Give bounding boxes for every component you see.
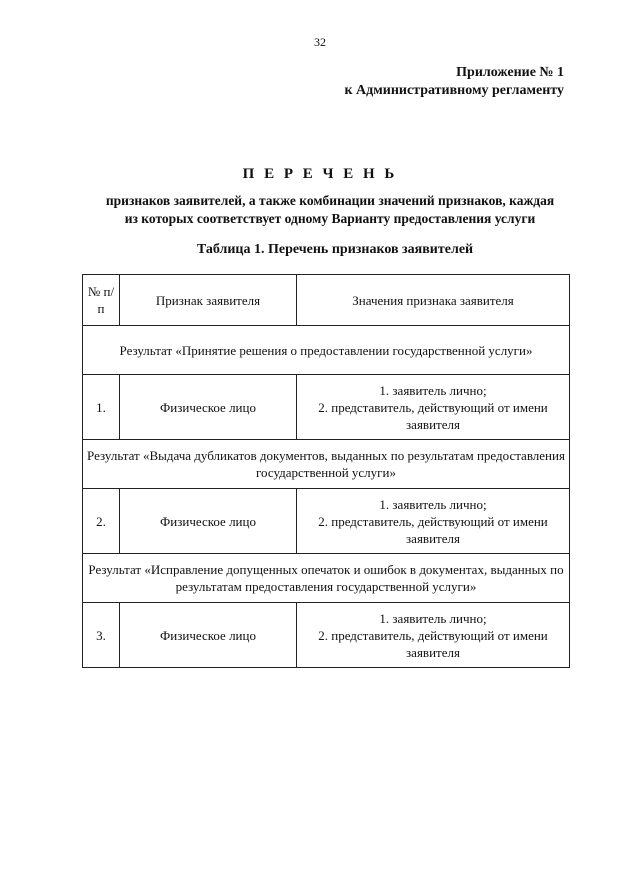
value-line-1: 1. заявитель лично; bbox=[379, 382, 487, 398]
applicant-attributes-table bbox=[82, 274, 570, 668]
appendix-header bbox=[344, 64, 564, 100]
section-title: Результат «Исправление допущенных опечаток и ошибок в документах, выданных по результатам предоставления государственной услуги» bbox=[83, 554, 570, 603]
subtitle-line-1: признаков заявителей, а также комбинации значений признаков, каждая bbox=[105, 193, 555, 208]
row-number: 3. bbox=[83, 603, 120, 668]
page-number: 32 bbox=[314, 35, 326, 49]
row-values bbox=[297, 489, 570, 554]
document-subtitle bbox=[60, 192, 600, 228]
value-line-2: 2. представитель, действующий от имени заявителя bbox=[318, 513, 548, 546]
appendix-line-2: к Административному регламенту bbox=[344, 83, 564, 98]
header-values: Значения признака заявителя bbox=[297, 275, 570, 326]
row-number: 2. bbox=[83, 489, 120, 554]
appendix-line-1: Приложение № 1 bbox=[456, 65, 564, 80]
section-title: Результат «Выдача дубликатов документов, выданных по результатам предоставления государственной услуги» bbox=[83, 440, 570, 489]
header-attribute: Признак заявителя bbox=[120, 275, 297, 326]
row-values bbox=[297, 603, 570, 668]
row-values bbox=[297, 375, 570, 440]
header-number: № п/п bbox=[83, 275, 120, 326]
value-line-1: 1. заявитель лично; bbox=[379, 610, 487, 626]
document-title: П Е Р Е Ч Е Н Ь bbox=[242, 166, 398, 182]
section-title: Результат «Принятие решения о предоставлении государственной услуги» bbox=[83, 326, 570, 375]
table-row bbox=[83, 489, 570, 554]
row-number: 1. bbox=[83, 375, 120, 440]
value-line-2: 2. представитель, действующий от имени заявителя bbox=[318, 627, 548, 660]
table-header-row bbox=[83, 275, 570, 326]
table-caption: Таблица 1. Перечень признаков заявителей bbox=[196, 242, 474, 257]
table-row bbox=[83, 603, 570, 668]
value-line-1: 1. заявитель лично; bbox=[379, 496, 487, 512]
row-attribute: Физическое лицо bbox=[120, 489, 297, 554]
section-row bbox=[83, 554, 570, 603]
row-attribute: Физическое лицо bbox=[120, 375, 297, 440]
value-line-2: 2. представитель, действующий от имени заявителя bbox=[318, 399, 548, 432]
row-attribute: Физическое лицо bbox=[120, 603, 297, 668]
section-row bbox=[83, 326, 570, 375]
section-row bbox=[83, 440, 570, 489]
table-row bbox=[83, 375, 570, 440]
subtitle-line-2: из которых соответствует одному Варианту предоставления услуги bbox=[124, 211, 536, 226]
